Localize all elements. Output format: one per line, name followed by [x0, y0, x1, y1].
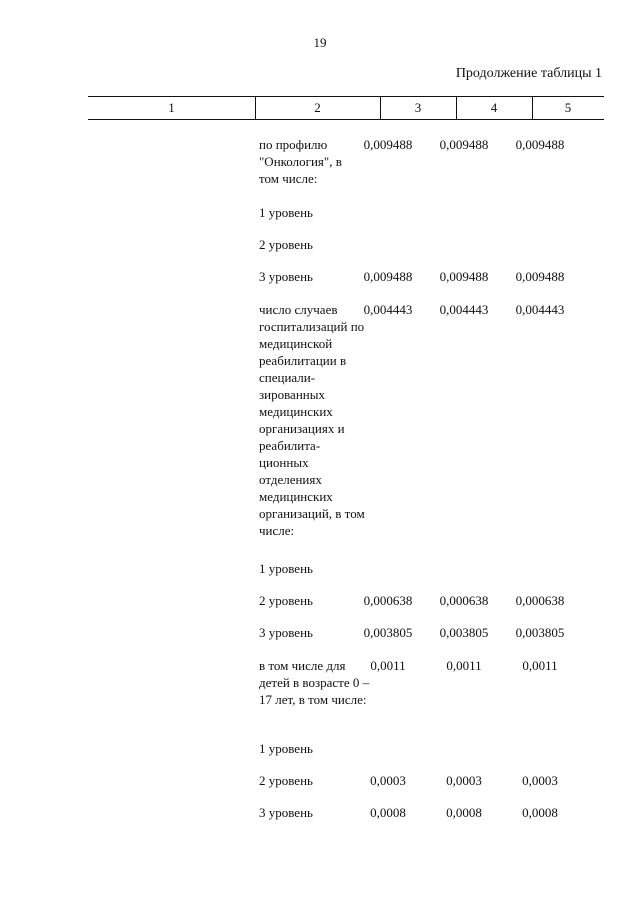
- row-value-col-4: 0,0008: [446, 805, 482, 820]
- row-value-col-3: 0,009488: [363, 137, 413, 152]
- row-value-col-3: 0,000638: [363, 593, 413, 608]
- row-value-col-4: 0,0003: [446, 773, 482, 788]
- row-label: 2 уровень: [259, 773, 313, 788]
- row-value-col-3: 0,009488: [363, 269, 413, 284]
- row-label: 3 уровень: [259, 269, 313, 284]
- row-value-col-4: 0,000638: [439, 593, 489, 608]
- row-value-col-3: 0,0008: [370, 805, 406, 820]
- row-value-col-5: 0,0003: [522, 773, 558, 788]
- row-label: 2 уровень: [259, 237, 313, 252]
- row-value-col-4: 0,003805: [439, 625, 489, 640]
- table-continuation-caption: Продолжение таблицы 1: [455, 66, 602, 81]
- row-value-col-4: 0,009488: [439, 269, 489, 284]
- header-col-1: 1: [168, 100, 175, 115]
- row-label: 2 уровень: [259, 593, 313, 608]
- table-header-row: [88, 96, 604, 120]
- row-value-col-4: 0,004443: [439, 302, 489, 317]
- header-col-4: 4: [490, 100, 498, 115]
- header-col-5: 5: [564, 100, 572, 115]
- row-value-col-4: 0,0011: [446, 658, 482, 673]
- row-value-col-5: 0,0008: [522, 805, 558, 820]
- row-value-col-5: 0,003805: [515, 625, 565, 640]
- row-value-col-5: 0,0011: [522, 658, 558, 673]
- row-label: 1 уровень: [259, 205, 313, 220]
- row-value-col-5: 0,000638: [515, 593, 565, 608]
- page-number: 19: [313, 35, 327, 50]
- header-col-3: 3: [414, 100, 422, 115]
- row-value-col-3: 0,004443: [363, 302, 413, 317]
- row-value-col-3: 0,003805: [363, 625, 413, 640]
- row-value-col-4: 0,009488: [439, 137, 489, 152]
- row-label: 3 уровень: [259, 625, 313, 640]
- row-value-col-3: 0,0003: [370, 773, 406, 788]
- row-label: 1 уровень: [259, 741, 313, 756]
- data-table: [88, 96, 604, 820]
- row-label: число случаев госпитализаций по медицинской реабилитации в специали-зированных медицинских организациях и реабилита-ционных отделениях медицинских организаций, в том числе:: [259, 302, 365, 538]
- row-value-col-5: 0,009488: [515, 269, 565, 284]
- header-col-2: 2: [314, 100, 321, 115]
- row-label: 3 уровень: [259, 805, 313, 820]
- row-value-col-3: 0,0011: [370, 658, 406, 673]
- row-label: 1 уровень: [259, 561, 313, 576]
- row-label: в том числе для детей в возрасте 0 – 17 лет, в том числе:: [259, 658, 370, 707]
- row-label: по профилю "Онкология", в том числе:: [259, 137, 342, 186]
- row-value-col-5: 0,004443: [515, 302, 565, 317]
- row-value-col-5: 0,009488: [515, 137, 565, 152]
